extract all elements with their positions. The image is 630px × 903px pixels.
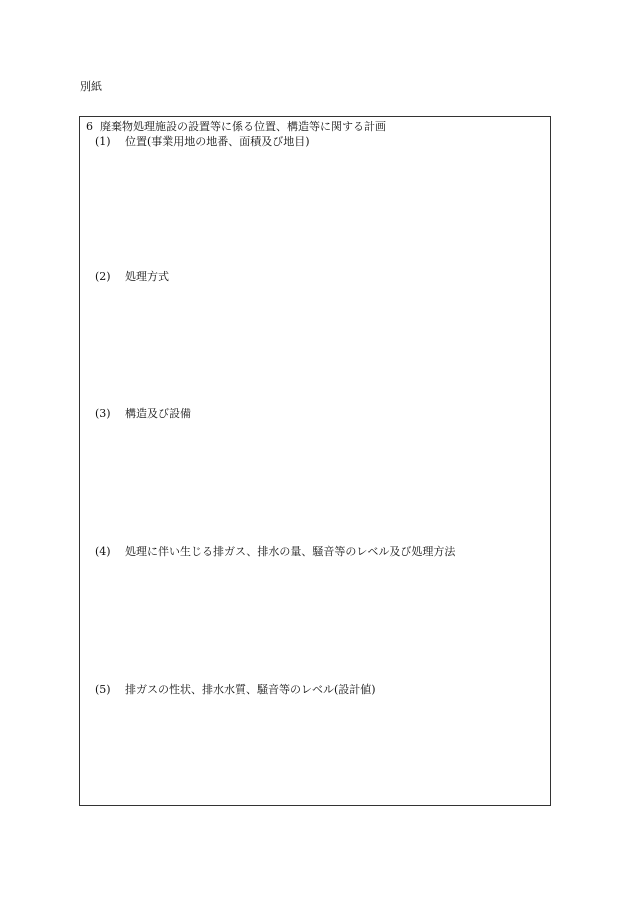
section-label: 排ガスの性状、排水水質、騒音等のレベル(設計値) (125, 683, 376, 696)
section-design-values (95, 683, 376, 697)
section-processing-method (95, 270, 169, 284)
section-label: 位置(事業用地の地番、面積及び地目) (125, 135, 310, 148)
section-number: (1) (95, 135, 111, 148)
section-number: (5) (95, 683, 111, 696)
section-label: 処理方式 (125, 270, 169, 283)
section-number: (4) (95, 545, 111, 558)
plan-form-box (79, 116, 551, 806)
section-label: 構造及び設備 (125, 407, 191, 420)
section-label: 処理に伴い生じる排ガス、排水の量、騒音等のレベル及び処理方法 (125, 545, 456, 558)
section-number: (2) (95, 270, 111, 283)
section-structure-equipment (95, 407, 191, 421)
heading-text: 廃棄物処理施設の設置等に係る位置、構造等に関する計画 (100, 120, 386, 133)
form-heading (86, 120, 386, 134)
section-location (95, 135, 310, 149)
page-label: 別紙 (80, 80, 102, 93)
heading-number: 6 (86, 120, 93, 133)
section-emissions-treatment (95, 545, 455, 559)
section-number: (3) (95, 407, 111, 420)
